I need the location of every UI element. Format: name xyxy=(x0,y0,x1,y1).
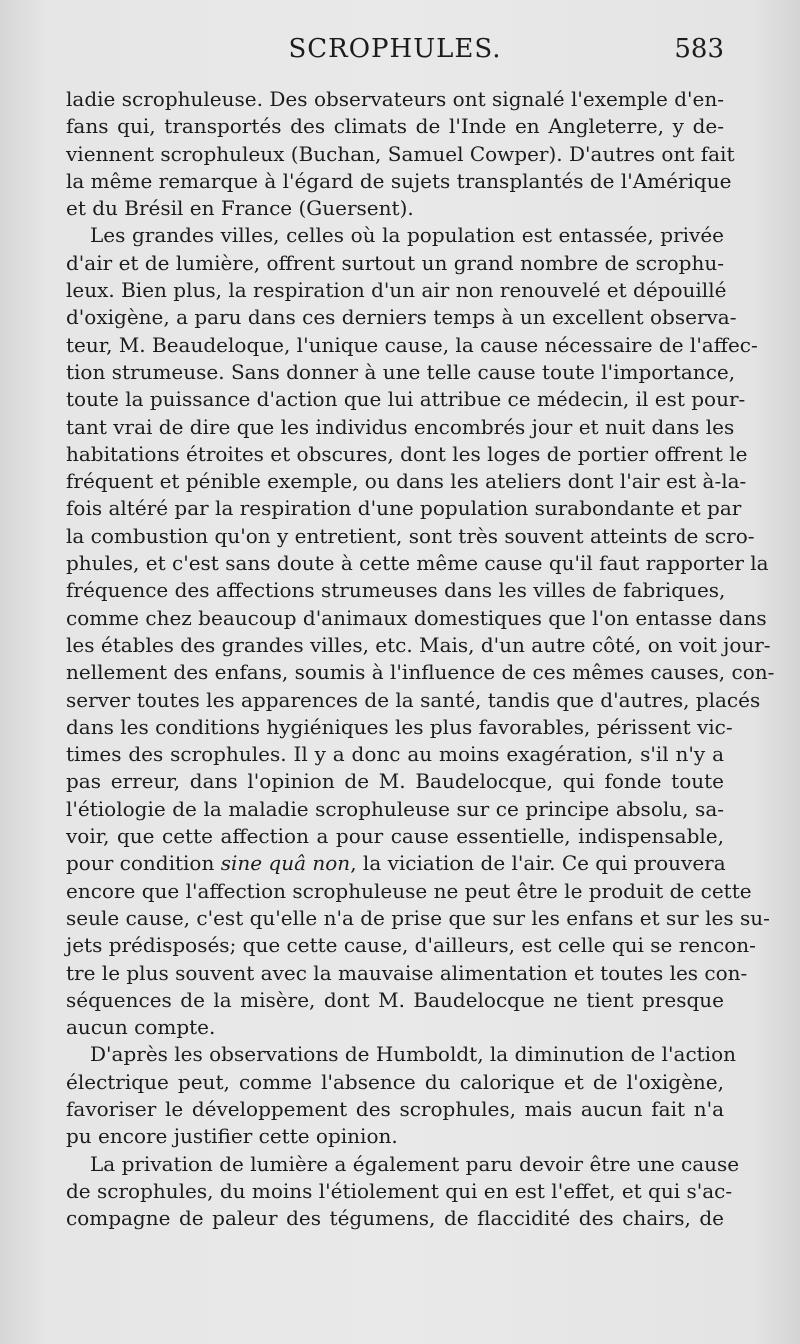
text-line: fois altéré par la respiration d'une population surabondante et par xyxy=(66,496,742,521)
paragraph-2 xyxy=(66,222,775,1041)
text-line: de scrophules, du moins l'étiolement qui en est l'effet, et qui s'ac- xyxy=(66,1178,733,1203)
text-line: favoriser le développement des scrophules, mais aucun fait n'a xyxy=(66,1096,724,1121)
body-text xyxy=(66,86,775,1232)
paragraph-4 xyxy=(66,1151,740,1233)
text-line: tant vrai de dire que les individus encombrés jour et nuit dans les xyxy=(66,414,735,439)
page-number: 583 xyxy=(674,34,724,64)
text-line: ladie scrophuleuse. Des observateurs ont signalé l'exemple d'en- xyxy=(66,87,724,111)
text-line: D'après les observations de Humboldt, la diminution de l'action xyxy=(90,1042,736,1067)
page-heading: SCROPHULES. xyxy=(288,34,502,64)
text-line: électrique peut, comme l'absence du calorique et de l'oxigène, xyxy=(66,1069,724,1094)
text-line: jets prédisposés; que cette cause, d'ailleurs, est celle qui se rencon- xyxy=(66,933,756,958)
text-line: compagne de paleur des tégumens, de flaccidité des chairs, de xyxy=(66,1206,724,1231)
text-line: La privation de lumière a également paru devoir être une cause xyxy=(90,1151,740,1176)
text-line: la même remarque à l'égard de sujets transplantés de l'Amérique xyxy=(66,168,732,193)
running-head xyxy=(66,34,724,74)
text-line: comme chez beaucoup d'animaux domestiques que l'on entasse dans xyxy=(66,605,767,630)
text-line: tion strumeuse. Sans donner à une telle cause toute l'importance, xyxy=(66,359,736,384)
text-line: aucun compte. xyxy=(66,1015,216,1040)
text-line: times des scrophules. Il y a donc au moins exagération, s'il n'y a xyxy=(66,742,724,767)
text-line: viennent scrophuleux (Buchan, Samuel Cowper). D'autres ont fait xyxy=(66,141,735,166)
text-line: voir, que cette affection a pour cause essentielle, indispensable, xyxy=(66,824,724,849)
text-line: Les grandes villes, celles où la population est entassée, privée xyxy=(90,223,724,248)
text-line-with-italic xyxy=(66,850,724,877)
text-line: dans les conditions hygiéniques les plus favorables, périssent vic- xyxy=(66,714,733,739)
text-line: tre le plus souvent avec la mauvaise alimentation et toutes les con- xyxy=(66,960,748,985)
text-line: fréquent et pénible exemple, ou dans les ateliers dont l'air est à-la- xyxy=(66,469,747,494)
text-line: pu encore justifier cette opinion. xyxy=(66,1124,398,1149)
text-line: et du Brésil en France (Guersent). xyxy=(66,196,414,221)
text-line: phules, et c'est sans doute à cette même cause qu'il faut rapporter la xyxy=(66,551,769,576)
text-line: fans qui, transportés des climats de l'Inde en Angleterre, y de- xyxy=(66,114,724,139)
text-line: les étables des grandes villes, etc. Mais, d'un autre côté, on voit jour- xyxy=(66,632,771,657)
text-line: d'oxigène, a paru dans ces derniers temps à un excellent observa- xyxy=(66,305,737,330)
text-segment: pour condition xyxy=(66,851,221,876)
text-line: l'étiologie de la maladie scrophuleuse sur ce principe absolu, sa- xyxy=(66,796,724,821)
text-line: server toutes les apparences de la santé, tandis que d'autres, placés xyxy=(66,687,761,712)
text-line: nellement des enfans, soumis à l'influence de ces mêmes causes, con- xyxy=(66,660,775,685)
text-segment: , la viciation de l'air. Ce qui prouvera xyxy=(350,851,726,876)
text-line: fréquence des affections strumeuses dans les villes de fabriques, xyxy=(66,578,726,603)
italic-phrase: sine quâ non xyxy=(220,851,351,876)
text-line: toute la puissance d'action que lui attribue ce médecin, il est pour- xyxy=(66,387,746,412)
text-line: leux. Bien plus, la respiration d'un air non renouvelé et dépouillé xyxy=(66,278,727,303)
text-line: séquences de la misère, dont M. Baudelocque ne tient presque xyxy=(66,987,724,1012)
text-line: d'air et de lumière, offrent surtout un grand nombre de scrophu- xyxy=(66,250,724,275)
text-line: seule cause, c'est qu'elle n'a de prise que sur les enfans et sur les su- xyxy=(66,905,770,930)
text-line: habitations étroites et obscures, dont les loges de portier offrent le xyxy=(66,441,748,466)
paragraph-1 xyxy=(66,86,735,222)
text-line: pas erreur, dans l'opinion de M. Baudelocque, qui fonde toute xyxy=(66,769,724,794)
text-line: la combustion qu'on y entretient, sont très souvent atteints de scro- xyxy=(66,523,755,548)
paragraph-3 xyxy=(66,1041,736,1150)
text-line: encore que l'affection scrophuleuse ne peut être le produit de cette xyxy=(66,878,752,903)
text-line: teur, M. Beaudeloque, l'unique cause, la cause nécessaire de l'affec- xyxy=(66,332,758,357)
